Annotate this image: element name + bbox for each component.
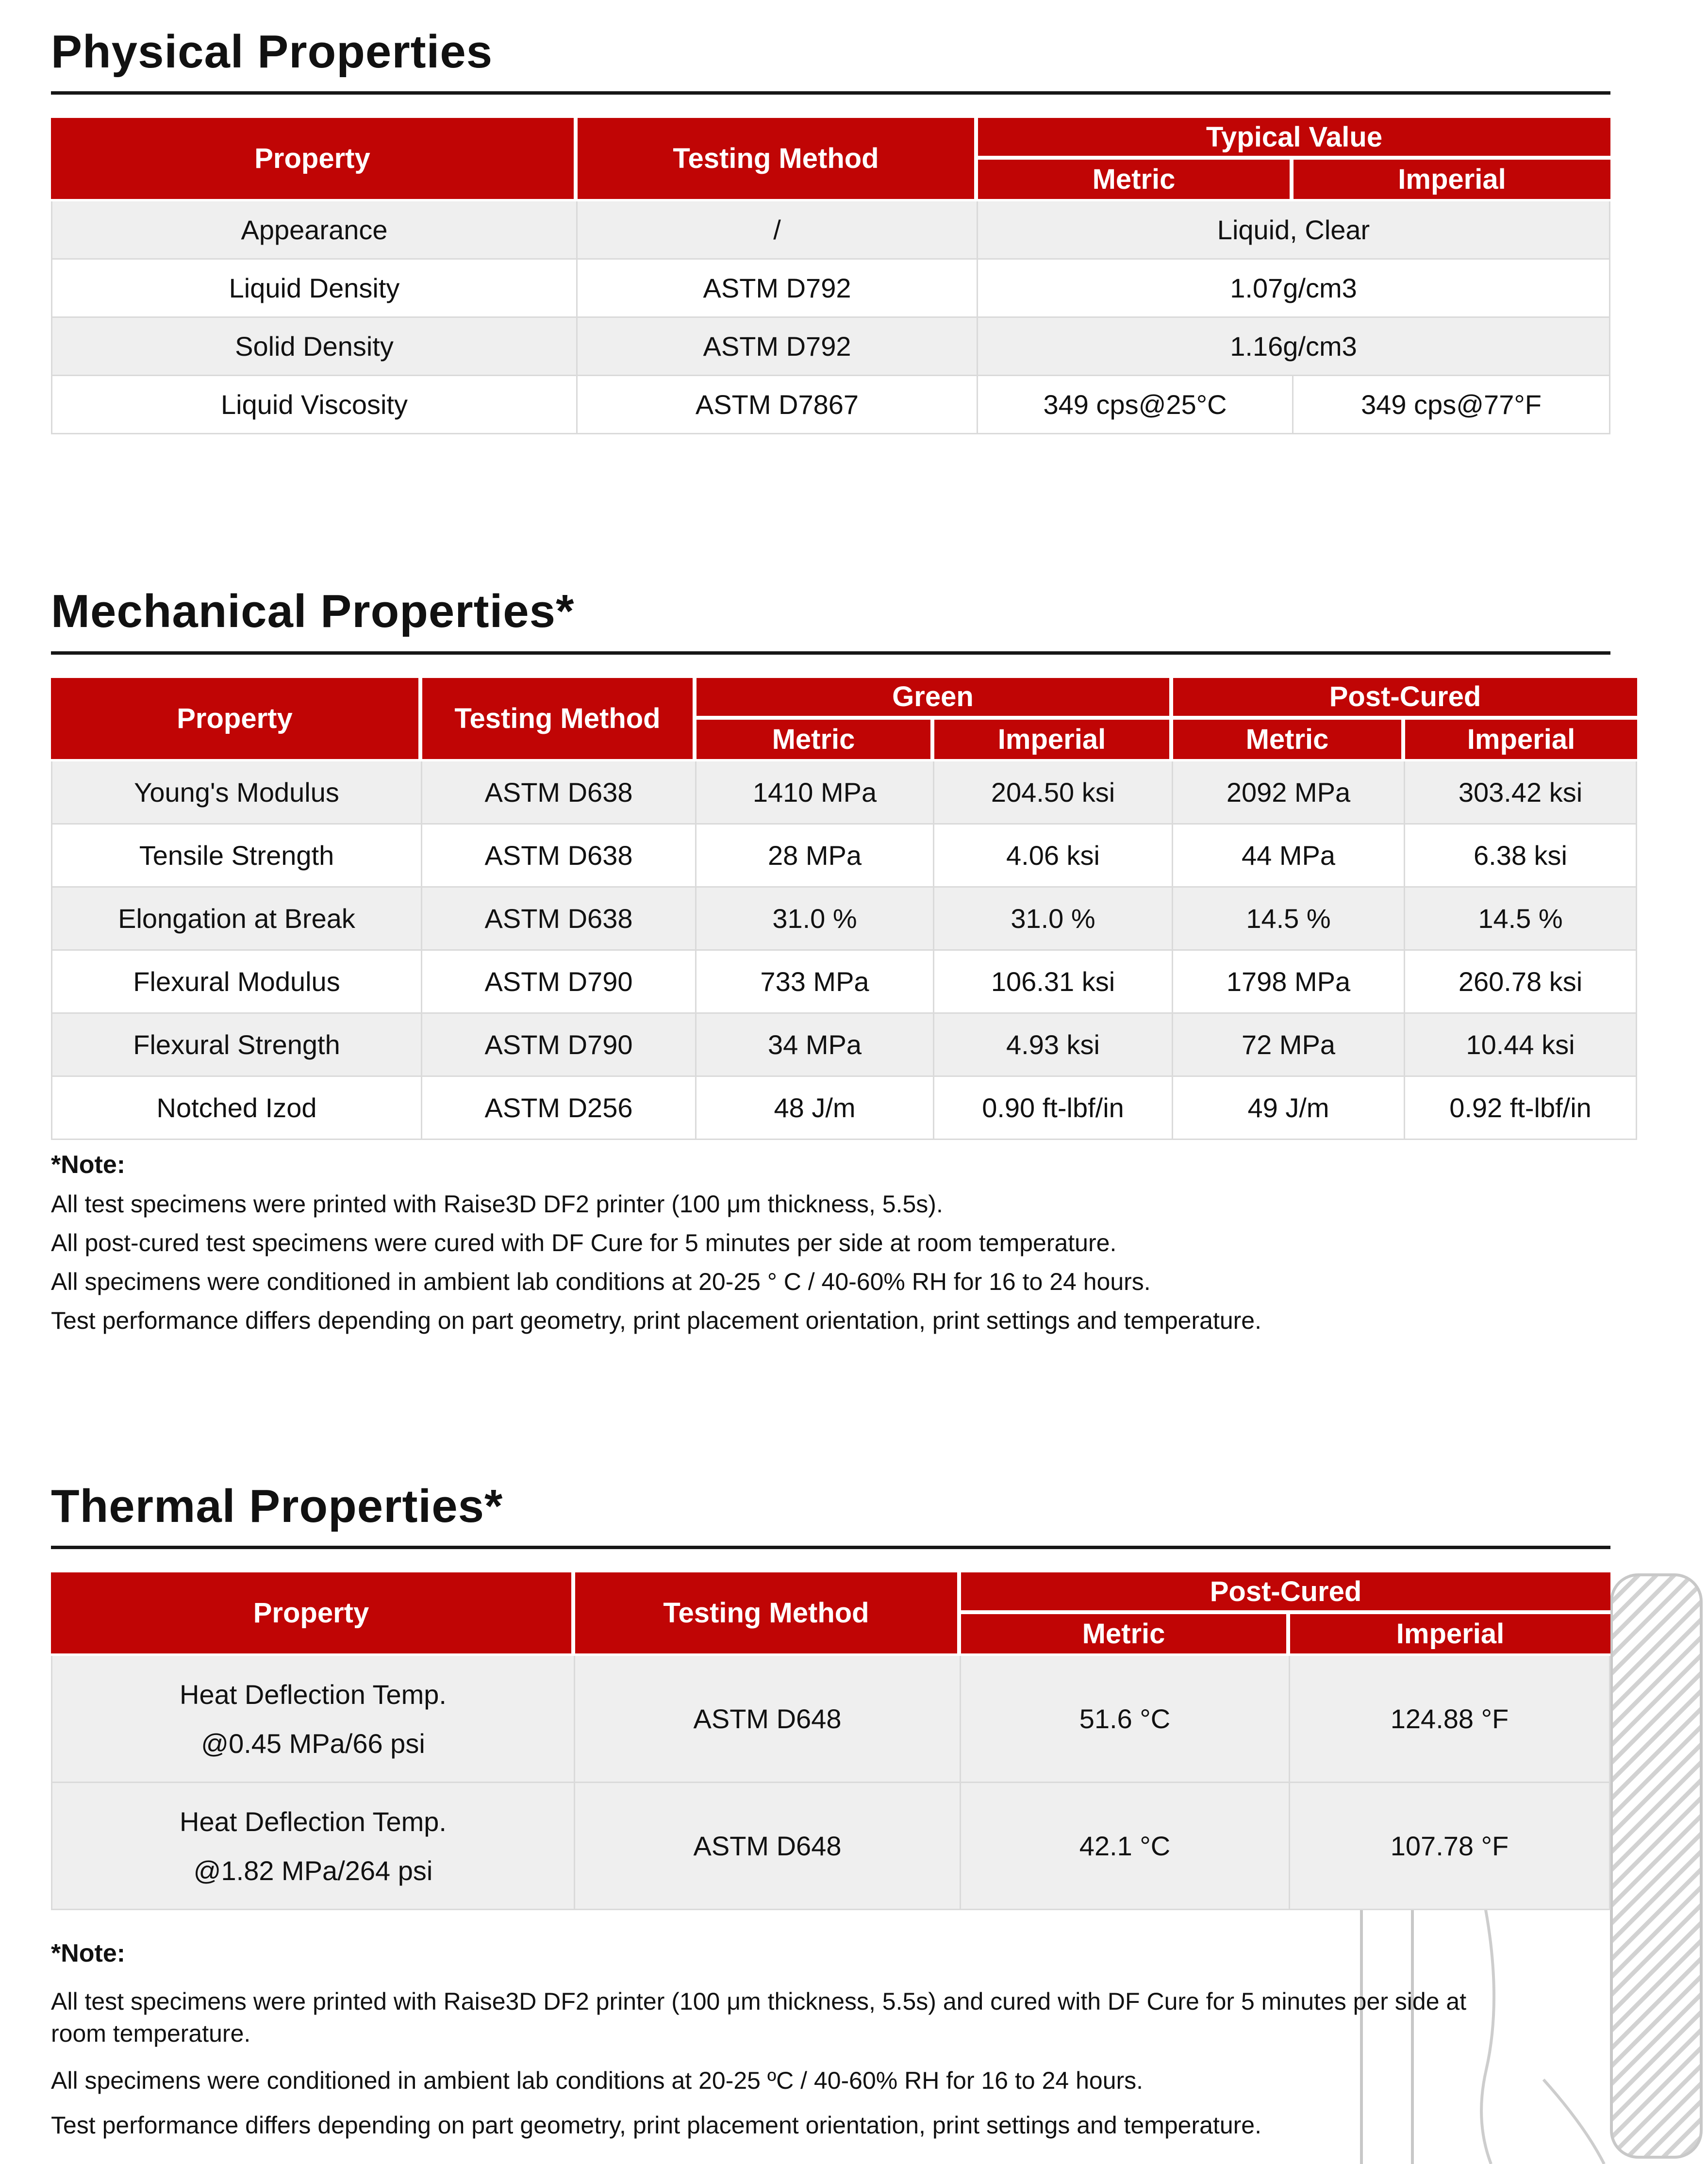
property-cell: Solid Density — [51, 318, 578, 376]
note-line: All specimens were conditioned in ambient lab conditions at 20-25 ºC / 40-60% RH for 16 to 24 hours. — [51, 2066, 1144, 2094]
property-cell: Young's Modulus — [51, 761, 422, 825]
property-cell: Flexural Strength — [51, 1014, 422, 1077]
column-header-post-cured: Post-Cured — [961, 1572, 1610, 1614]
method-cell: ASTM D790 — [422, 1014, 696, 1077]
column-header-post-cured: Post-Cured — [1173, 678, 1637, 720]
physical-properties-table — [51, 118, 1610, 434]
post-imperial-cell: 303.42 ksi — [1405, 761, 1637, 825]
table-row — [51, 761, 1637, 825]
post-metric-cell: 72 MPa — [1173, 1014, 1405, 1077]
method-cell: ASTM D638 — [422, 825, 696, 888]
table-row — [51, 318, 1610, 376]
green-imperial-cell: 4.93 ksi — [934, 1014, 1173, 1077]
method-cell: ASTM D638 — [422, 761, 696, 825]
column-header-testing-method: Testing Method — [578, 118, 978, 201]
post-imperial-cell: 6.38 ksi — [1405, 825, 1637, 888]
table-header-row — [51, 1572, 1610, 1614]
table-row — [51, 260, 1610, 318]
post-imperial-cell: 260.78 ksi — [1405, 951, 1637, 1014]
column-header-property: Property — [51, 118, 578, 201]
green-metric-cell: 31.0 % — [696, 888, 934, 951]
table-row — [51, 1014, 1637, 1077]
method-cell: ASTM D7867 — [578, 376, 978, 434]
method-cell: / — [578, 201, 978, 260]
property-cell: Notched Izod — [51, 1077, 422, 1140]
column-header-imperial: Imperial — [1290, 1614, 1610, 1656]
imperial-value-cell: 349 cps@77°F — [1293, 376, 1610, 434]
thermal-notes — [51, 1939, 1658, 2138]
mechanical-notes — [51, 1151, 1658, 1334]
green-metric-cell: 48 J/m — [696, 1077, 934, 1140]
green-metric-cell: 34 MPa — [696, 1014, 934, 1077]
note-heading: *Note: — [51, 1939, 126, 1968]
property-cell: Elongation at Break — [51, 888, 422, 951]
property-cell — [51, 1783, 575, 1910]
post-metric-cell: 14.5 % — [1173, 888, 1405, 951]
table-row — [51, 376, 1610, 434]
mechanical-section-title: Mechanical Properties* — [51, 585, 575, 638]
column-header-testing-method: Testing Method — [575, 1572, 961, 1656]
section-title-rule — [51, 1546, 1610, 1549]
green-imperial-cell: 204.50 ksi — [934, 761, 1173, 825]
green-imperial-cell: 31.0 % — [934, 888, 1173, 951]
thermal-section-title: Thermal Properties* — [51, 1480, 503, 1533]
method-cell: ASTM D256 — [422, 1077, 696, 1140]
property-cell: Liquid Viscosity — [51, 376, 578, 434]
table-row — [51, 1656, 1610, 1783]
table-row — [51, 825, 1637, 888]
post-imperial-cell: 14.5 % — [1405, 888, 1637, 951]
method-cell: ASTM D648 — [575, 1783, 961, 1910]
note-line: All specimens were conditioned in ambient lab conditions at 20-25 ° C / 40-60% RH for 16 to 24 hours. — [51, 1268, 1151, 1296]
post-metric-cell: 1798 MPa — [1173, 951, 1405, 1014]
column-header-imperial: Imperial — [1293, 160, 1610, 201]
column-header-typical-value: Typical Value — [978, 118, 1610, 160]
property-cell: Flexural Modulus — [51, 951, 422, 1014]
method-cell: ASTM D792 — [578, 318, 978, 376]
value-cell: 1.07g/cm3 — [978, 260, 1610, 318]
post-metric-cell: 44 MPa — [1173, 825, 1405, 888]
post-imperial-cell: 0.92 ft-lbf/in — [1405, 1077, 1637, 1140]
note-heading: *Note: — [51, 1150, 126, 1179]
column-header-metric: Metric — [961, 1614, 1290, 1656]
imperial-value-cell: 107.78 °F — [1290, 1783, 1610, 1910]
property-cell — [51, 1656, 575, 1783]
table-header-row — [51, 118, 1610, 160]
property-cell: Tensile Strength — [51, 825, 422, 888]
note-line: All test specimens were printed with Raise3D DF2 printer (100 μm thickness, 5.5s). — [51, 1190, 943, 1218]
column-header-metric: Metric — [978, 160, 1293, 201]
property-line1: Heat Deflection Temp. — [180, 1679, 447, 1710]
value-cell: 1.16g/cm3 — [978, 318, 1610, 376]
property-line2: @1.82 MPa/264 psi — [193, 1855, 433, 1886]
green-imperial-cell: 106.31 ksi — [934, 951, 1173, 1014]
metric-value-cell: 349 cps@25°C — [978, 376, 1293, 434]
property-cell: Appearance — [51, 201, 578, 260]
mechanical-properties-section — [51, 585, 1708, 1334]
method-cell: ASTM D792 — [578, 260, 978, 318]
green-metric-cell: 28 MPa — [696, 825, 934, 888]
note-line: Test performance differs depending on part geometry, print placement orientation, print settings and temperature. — [51, 2111, 1261, 2139]
column-header-testing-method: Testing Method — [422, 678, 696, 761]
physical-section-title: Physical Properties — [51, 26, 493, 78]
table-header-row — [51, 678, 1637, 720]
column-header-property: Property — [51, 1572, 575, 1656]
note-line: All post-cured test specimens were cured with DF Cure for 5 minutes per side at room temperature. — [51, 1229, 1117, 1257]
green-imperial-cell: 0.90 ft-lbf/in — [934, 1077, 1173, 1140]
column-header-imperial: Imperial — [934, 720, 1173, 761]
physical-properties-section — [51, 25, 1708, 434]
thermal-properties-table — [51, 1572, 1610, 1910]
mechanical-properties-table — [51, 678, 1637, 1140]
note-line: Test performance differs depending on part geometry, print placement orientation, print settings and temperature. — [51, 1307, 1261, 1335]
table-row — [51, 201, 1610, 260]
table-row — [51, 1077, 1637, 1140]
table-row — [51, 951, 1637, 1014]
column-header-imperial: Imperial — [1405, 720, 1637, 761]
green-imperial-cell: 4.06 ksi — [934, 825, 1173, 888]
note-line: All test specimens were printed with Raise3D DF2 printer (100 μm thickness, 5.5s) and cured with DF Cure for 5 minutes per side at room temperature. — [51, 1987, 1467, 2047]
property-line1: Heat Deflection Temp. — [180, 1806, 447, 1837]
column-header-metric: Metric — [696, 720, 934, 761]
post-metric-cell: 2092 MPa — [1173, 761, 1405, 825]
value-cell: Liquid, Clear — [978, 201, 1610, 260]
property-cell: Liquid Density — [51, 260, 578, 318]
post-imperial-cell: 10.44 ksi — [1405, 1014, 1637, 1077]
method-cell: ASTM D790 — [422, 951, 696, 1014]
metric-value-cell: 51.6 °C — [961, 1656, 1290, 1783]
thermal-properties-section — [51, 1480, 1708, 2139]
table-row — [51, 888, 1637, 951]
imperial-value-cell: 124.88 °F — [1290, 1656, 1610, 1783]
column-header-green: Green — [696, 678, 1173, 720]
metric-value-cell: 42.1 °C — [961, 1783, 1290, 1910]
section-title-rule — [51, 91, 1610, 95]
property-line2: @0.45 MPa/66 psi — [201, 1728, 425, 1759]
green-metric-cell: 1410 MPa — [696, 761, 934, 825]
column-header-property: Property — [51, 678, 422, 761]
post-metric-cell: 49 J/m — [1173, 1077, 1405, 1140]
green-metric-cell: 733 MPa — [696, 951, 934, 1014]
column-header-metric: Metric — [1173, 720, 1405, 761]
section-title-rule — [51, 651, 1610, 655]
table-row — [51, 1783, 1610, 1910]
method-cell: ASTM D638 — [422, 888, 696, 951]
method-cell: ASTM D648 — [575, 1656, 961, 1783]
